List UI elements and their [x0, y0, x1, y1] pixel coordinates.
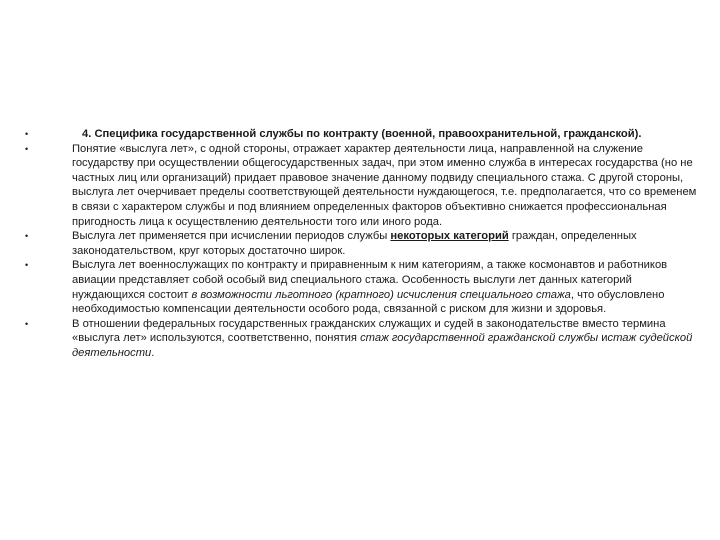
italic-term: в возможности льготного (кратного) исчисления специального стажа — [191, 288, 571, 301]
paragraph-text-end: граждан, определенных законодательством, круг которых достаточно широк. — [72, 230, 637, 257]
bullet-icon: • — [25, 143, 29, 154]
highlighted-term: некоторых категорий — [390, 230, 509, 243]
list-item-civil-service — [25, 317, 697, 361]
bullet-icon: • — [25, 129, 29, 139]
bullet-icon: • — [25, 318, 29, 329]
section-heading: 4. Специфика государственной службы по контракту (военной, правоохранительной, гражданской). — [82, 128, 642, 140]
paragraph-text-end: , что обусловлено необходимостью компенсации деятельности особого рода, связанной с риском для жизни и здоровья. — [72, 288, 665, 316]
bullet-icon: • — [25, 260, 29, 271]
paragraph-text: Понятие «выслуга лет», с одной стороны, отражает характер деятельности лица, направленной на служение государству при осуществлении общегосударственных задач, при этом именно служба в интересах государства (но не частных лиц или организаций) придает правовое значение данному подвиду специального стажа. С другой стороны, выслуга лет очерчивает пределы соответствующей деятельности нуждающегося, т.е. предполагается, что со временем в связи с характером службы и под влиянием определенных факторов объективно снижается профессиональная пригодность лица к осуществлению деятельности того или иного рода. — [72, 142, 697, 228]
list-item-definition — [25, 142, 697, 230]
list-item-military — [25, 258, 697, 316]
italic-term-judicial: стаж судейской деятельности — [72, 332, 693, 359]
bullet-list — [25, 127, 697, 361]
paragraph-text-end: . — [151, 346, 155, 359]
paragraph-text-mid: и — [598, 332, 608, 345]
bullet-icon: • — [25, 231, 29, 242]
italic-term-civil: стаж государственной гражданской службы — [360, 332, 599, 345]
paragraph-text-start: Выслуга лет применяется при исчислении периодов службы — [72, 230, 391, 243]
list-item-heading — [25, 127, 697, 142]
paragraph-text-start: В отношении федеральных государственных гражданских служащих и судей в законодательстве вместо термина «выслуга лет» используются, соответственно, понятия — [72, 317, 666, 345]
list-item-categories — [25, 229, 697, 258]
paragraph-text-start: Выслуга лет военнослужащих по контракту и приравненным к ним категориям, а также космонавтов и работников авиации представляет собой особый вид специального стажа. Особенность выслуги лет данных категорий нуждающихся состоит — [72, 259, 668, 301]
